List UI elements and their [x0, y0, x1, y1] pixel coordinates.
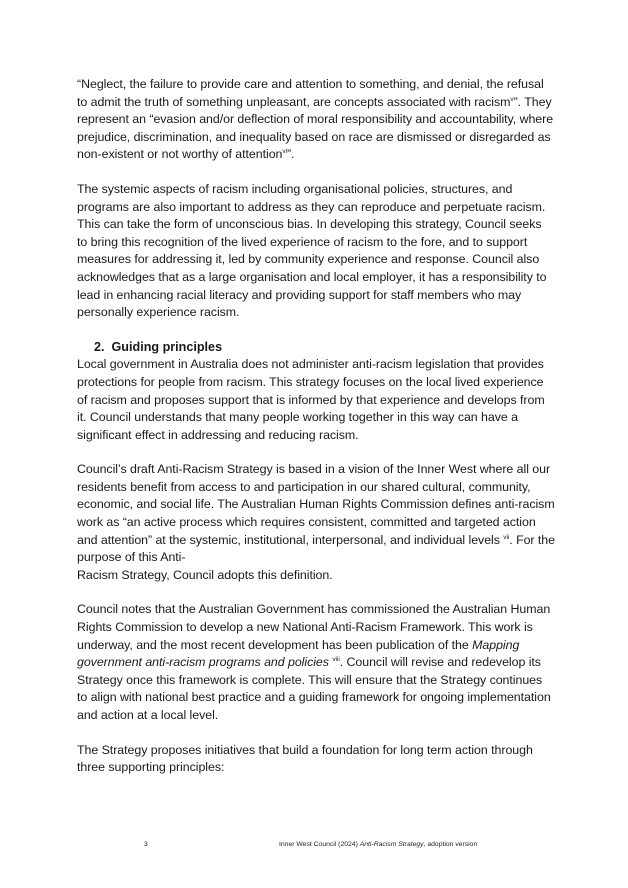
endnote-ref: vi	[282, 148, 287, 156]
publication-title: Mapping government anti-racism programs and policies	[77, 637, 520, 670]
paragraph-text: Council notes that the Australian Government has commissioned the Australian Human Rights Commission to develop a new National Anti-Racism Framework. This work is underway, and the most recent development has been publication of the	[77, 602, 551, 652]
doc-prefix: Inner West Council (2024)	[279, 841, 360, 848]
paragraph-text: Council’s draft Anti-Racism Strategy is based in a vision of the Inner West where all our residents benefit from access to and participation in our shared cultural, community, economic, and social life. The Australian Human Rights Commission defines anti-racism work as “an active process which requires consistent, committed and targeted action and attention” at the systemic, institutional, interpersonal, and individual levels	[77, 462, 555, 547]
doc-suffix: , adoption version	[423, 841, 478, 848]
section-heading-guiding-principles	[77, 339, 555, 357]
paragraph-systemic-racism: The systemic aspects of racism including organisational policies, structures, and programs are also important to address as they can reproduce and perpetuate racism. This can take the form of unconscious bias. In developing this strategy, Council seeks to bring this recognition of the lived experience of racism to the fore, and to support measures for addressing it, led by community experience and response. Council also acknowledges that as a large organisation and local employer, it has a responsibility to lead in enhancing racial literacy and providing support for staff members who may personally experience racism.	[77, 181, 547, 320]
paragraph-local-government: Local government in Australia does not administer anti-racism legislation that provides protections for people from racism. This strategy focuses on the local lived experience of racism and proposes support that is informed by that experience and develops from it. Council understands that many people working together in this way can have a significant effect in addressing and reducing racism.	[77, 357, 545, 442]
paragraph-text: ”.	[286, 147, 295, 162]
endnote-ref: vii	[503, 533, 510, 541]
page-content	[77, 76, 555, 794]
document-reference	[279, 841, 477, 848]
paragraph-national-framework	[77, 601, 555, 724]
paragraph-neglect-quote	[77, 76, 555, 164]
endnote-ref: v	[510, 95, 514, 103]
section-title: Guiding principles	[111, 339, 223, 354]
paragraph-text: . Council will revise and redevelop its Strategy once this framework is complete. This will ensure that the Strategy continues to align with national best practice and a guiding framework for ongoing implementation and action at a local level.	[77, 655, 551, 722]
paragraph-text: “Neglect, the failure to provide care and attention to something, and denial, the refusal to admit the truth of something unpleasant, are concepts associated with racism	[77, 77, 544, 109]
page-number: 3	[144, 841, 148, 848]
doc-title: Anti-Racism Strategy	[359, 841, 424, 848]
section-number: 2.	[94, 339, 105, 354]
paragraph-vision	[77, 461, 555, 584]
paragraph-text: Racism Strategy, Council adopts this definition.	[77, 567, 333, 582]
paragraph-text: ”. They represent an “evasion and/or deflection of moral responsibility and accountability, where prejudice, discrimination, and inequality based on race are dismissed or disregarded as non-existent or not worthy of attention	[77, 94, 554, 162]
paragraph-text: . For the purpose of this Anti-	[77, 532, 555, 565]
endnote-ref: viii	[332, 656, 340, 664]
paragraph-supporting-principles: The Strategy proposes initiatives that build a foundation for long term action through three supporting principles:	[77, 742, 533, 775]
